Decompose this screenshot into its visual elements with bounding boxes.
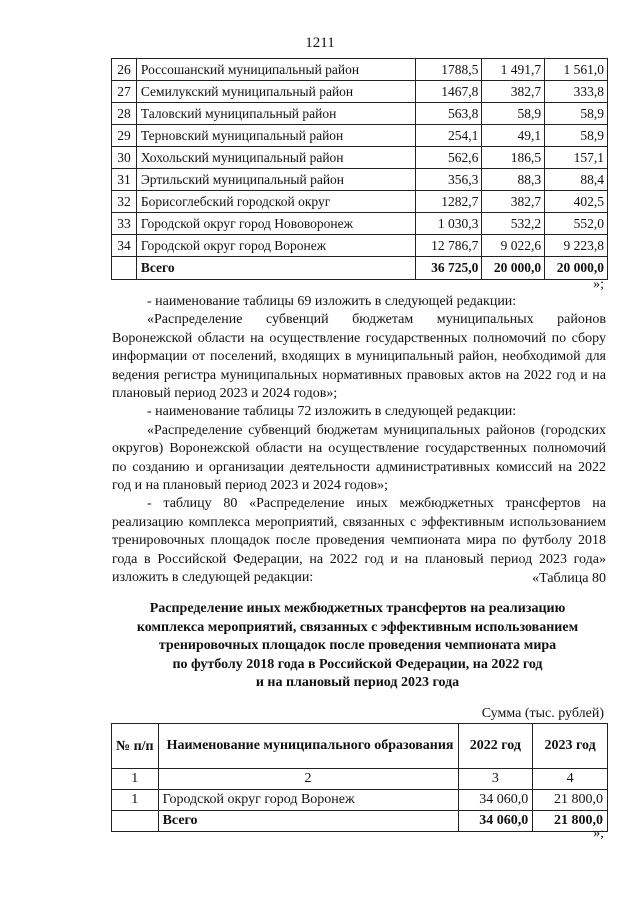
row-name: Таловский муниципальный район bbox=[136, 103, 415, 125]
title-line: по футболу 2018 года в Российской Федерации, на 2022 год bbox=[172, 656, 543, 672]
units-label: Сумма (тыс. рублей) bbox=[481, 706, 604, 721]
row-value-1: 1 030,3 bbox=[415, 213, 482, 235]
row-num: 34 bbox=[112, 235, 137, 257]
row-value-2: 532,2 bbox=[482, 213, 545, 235]
total-value-3: 20 000,0 bbox=[545, 257, 608, 280]
title-line: тренировочных площадок после проведения чемпионата мира bbox=[158, 638, 557, 653]
row-value-3: 58,9 bbox=[545, 125, 608, 147]
table-row bbox=[112, 81, 608, 103]
row-name: Городской округ город Нововоронеж bbox=[136, 213, 415, 235]
row-num: 27 bbox=[112, 81, 137, 103]
row-num: 31 bbox=[112, 169, 137, 191]
total-2023: 21 800,0 bbox=[533, 811, 608, 832]
total-num-empty bbox=[112, 257, 137, 280]
row-value-2: 88,3 bbox=[482, 169, 545, 191]
table-header-row bbox=[112, 724, 608, 769]
row-value-2: 9 022,6 bbox=[482, 235, 545, 257]
row-value-1: 563,8 bbox=[415, 103, 482, 125]
row-name: Борисоглебский городской округ bbox=[136, 191, 415, 213]
title-line: Распределение иных межбюджетных трансфертов на реализацию bbox=[149, 601, 566, 616]
row-name: Россошанский муниципальный район bbox=[136, 59, 415, 81]
row-num: 29 bbox=[112, 125, 137, 147]
row-value-2: 382,7 bbox=[482, 81, 545, 103]
column-index-row bbox=[112, 769, 608, 790]
row-num: 30 bbox=[112, 147, 137, 169]
row-value-1: 12 786,7 bbox=[415, 235, 482, 257]
row-num: 32 bbox=[112, 191, 137, 213]
row-name: Семилукский муниципальный район bbox=[136, 81, 415, 103]
table-row bbox=[112, 169, 608, 191]
header-2023: 2023 год bbox=[533, 724, 608, 769]
row-value-1: 1788,5 bbox=[415, 59, 482, 81]
title-line: и на плановый период 2023 года bbox=[255, 675, 460, 690]
index-cell: 3 bbox=[458, 769, 533, 790]
row-name: Эртильский муниципальный район bbox=[136, 169, 415, 191]
row-value-3: 1 561,0 bbox=[545, 59, 608, 81]
row-name: Городской округ город Воронеж bbox=[136, 235, 415, 257]
paragraph: «Распределение субвенций бюджетам муниципальных районов Воронежской области на осуществление государственных полномочий по сбору информации от поселений, входящих в муниципальный район, необходимой для ведения регистра муниципальных нормативных правовых актов на 2022 год и на плановый период 2023 и 2024 годов»; bbox=[112, 312, 606, 402]
table-row bbox=[112, 147, 608, 169]
total-2022: 34 060,0 bbox=[458, 811, 533, 832]
row-value-1: 1467,8 bbox=[415, 81, 482, 103]
row-2023: 21 800,0 bbox=[533, 790, 608, 811]
row-num: 28 bbox=[112, 103, 137, 125]
row-value-3: 88,4 bbox=[545, 169, 608, 191]
row-num: 26 bbox=[112, 59, 137, 81]
row-name: Хохольский муниципальный район bbox=[136, 147, 415, 169]
row-value-1: 1282,7 bbox=[415, 191, 482, 213]
table-row bbox=[112, 235, 608, 257]
table-row bbox=[112, 191, 608, 213]
row-value-2: 1 491,7 bbox=[482, 59, 545, 81]
transfer-table bbox=[111, 723, 608, 832]
subsidy-table-continued bbox=[111, 58, 608, 280]
table-row bbox=[112, 790, 608, 811]
row-value-3: 333,8 bbox=[545, 81, 608, 103]
index-cell: 4 bbox=[533, 769, 608, 790]
table1-closing-quote: »; bbox=[593, 277, 604, 292]
row-2022: 34 060,0 bbox=[458, 790, 533, 811]
title-line: комплекса мероприятий, связанных с эффективным использованием bbox=[136, 619, 579, 635]
amendment-text bbox=[112, 293, 606, 588]
row-num: 33 bbox=[112, 213, 137, 235]
row-value-2: 58,9 bbox=[482, 103, 545, 125]
row-value-2: 49,1 bbox=[482, 125, 545, 147]
paragraph: «Распределение субвенций бюджетам муниципальных районов (городских округов) Воронежской области на осуществление государственных полномочий по созданию и организации деятельности административных комиссий на 2022 год и на плановый период 2023 и 2024 годов»; bbox=[112, 422, 606, 494]
row-value-1: 356,3 bbox=[415, 169, 482, 191]
total-label: Всего bbox=[158, 811, 458, 832]
row-value-1: 254,1 bbox=[415, 125, 482, 147]
row-value-2: 382,7 bbox=[482, 191, 545, 213]
total-value-1: 36 725,0 bbox=[415, 257, 482, 280]
table-label: «Таблица 80 bbox=[532, 571, 606, 586]
row-value-3: 402,5 bbox=[545, 191, 608, 213]
total-row bbox=[112, 811, 608, 832]
row-value-1: 562,6 bbox=[415, 147, 482, 169]
paragraph: - наименование таблицы 69 изложить в следующей редакции: bbox=[147, 294, 517, 309]
row-name: Терновский муниципальный район bbox=[136, 125, 415, 147]
row-num: 1 bbox=[112, 790, 159, 811]
row-value-3: 9 223,8 bbox=[545, 235, 608, 257]
table-row bbox=[112, 103, 608, 125]
total-row bbox=[112, 257, 608, 280]
index-cell: 2 bbox=[158, 769, 458, 790]
table-row bbox=[112, 125, 608, 147]
row-value-3: 157,1 bbox=[545, 147, 608, 169]
row-value-2: 186,5 bbox=[482, 147, 545, 169]
paragraph: - таблицу 80 «Распределение иных межбюджетных трансфертов на реализацию комплекса мероприятий, связанных с эффективным использованием тренировочных площадок после проведения чемпионата мира по футболу 2018 года в Российской Федерации, на 2022 год и на плановый период 2023 года» изложить в следующей редакции: bbox=[112, 496, 606, 586]
index-cell: 1 bbox=[112, 769, 159, 790]
table-title bbox=[100, 600, 615, 693]
header-name: Наименование муниципального образования bbox=[158, 724, 458, 769]
total-label: Всего bbox=[136, 257, 415, 280]
table-row bbox=[112, 59, 608, 81]
row-value-3: 58,9 bbox=[545, 103, 608, 125]
row-value-3: 552,0 bbox=[545, 213, 608, 235]
row-name: Городской округ город Воронеж bbox=[158, 790, 458, 811]
total-value-2: 20 000,0 bbox=[482, 257, 545, 280]
table-row bbox=[112, 213, 608, 235]
page-number: 1211 bbox=[305, 35, 335, 51]
table2-closing-quote: »; bbox=[593, 826, 604, 841]
header-num: № п/п bbox=[112, 724, 159, 769]
paragraph: - наименование таблицы 72 изложить в следующей редакции: bbox=[147, 404, 517, 420]
header-2022: 2022 год bbox=[458, 724, 533, 769]
